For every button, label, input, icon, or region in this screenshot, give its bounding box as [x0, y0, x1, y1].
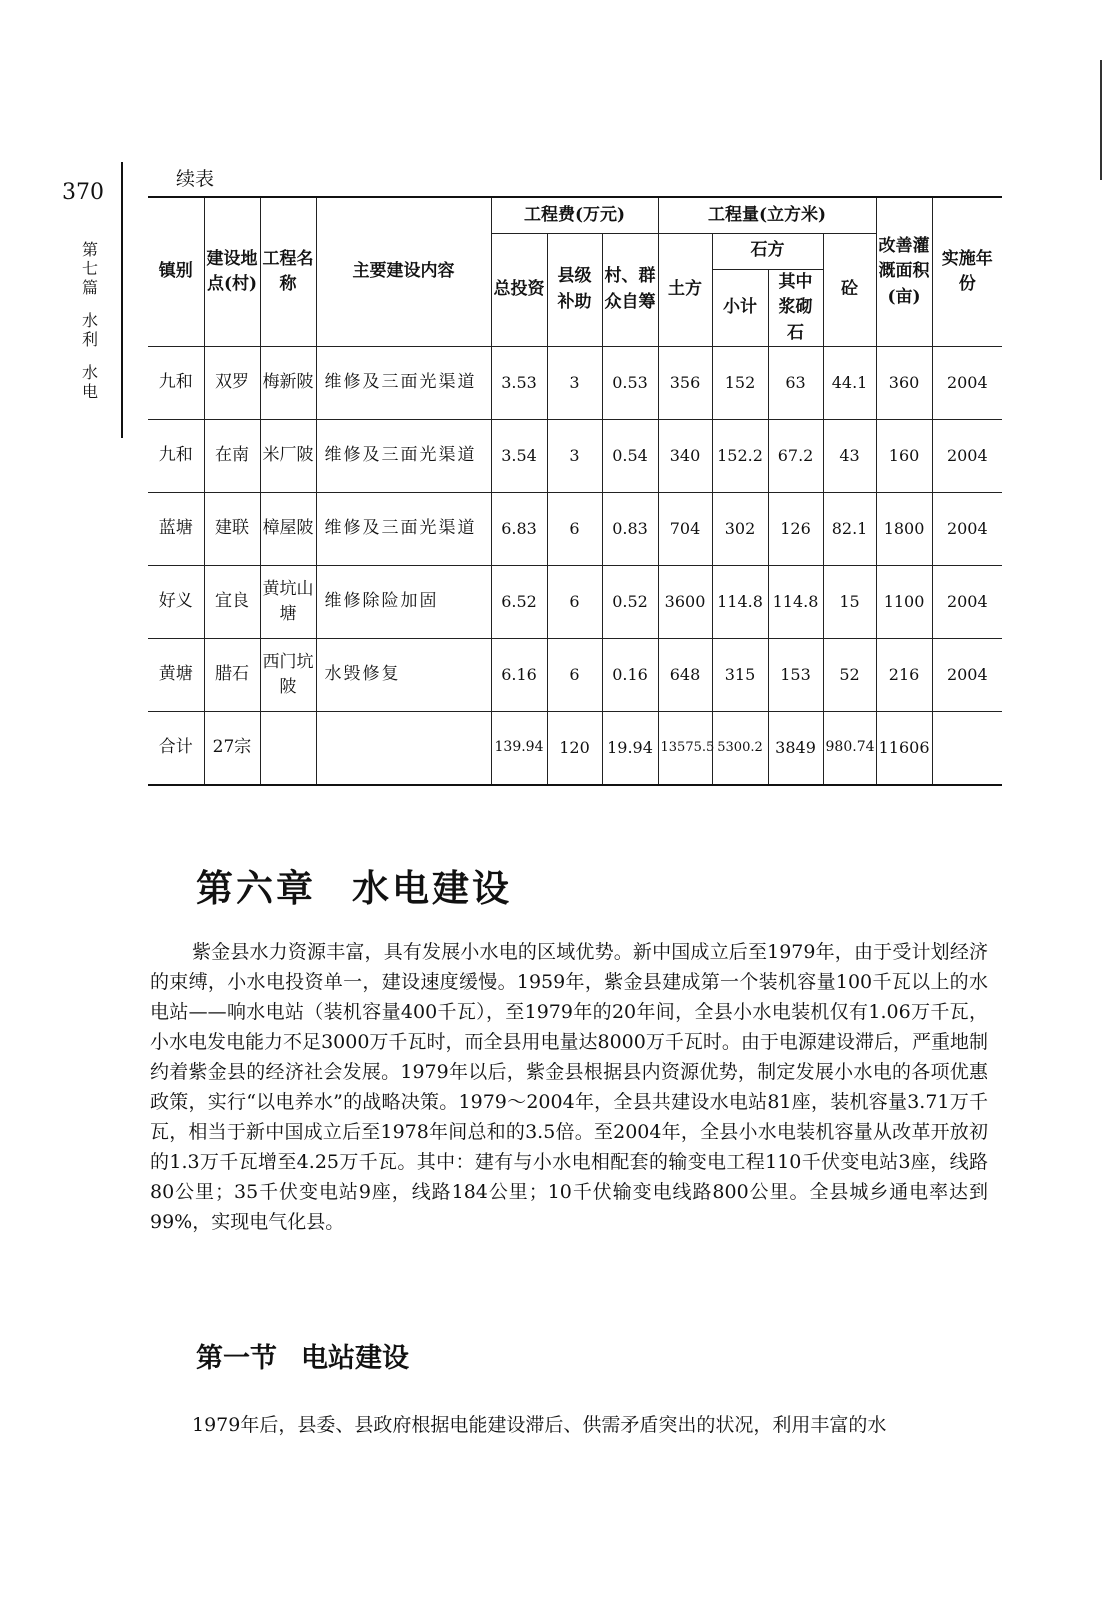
- cell-location: 腊石: [204, 639, 260, 712]
- cell-location: 27宗: [204, 712, 260, 785]
- cell-location: 建联: [204, 493, 260, 566]
- chapter-intro-paragraph: 紫金县水力资源丰富，具有发展小水电的区域优势。新中国成立后至1979年，由于受计划经济的束缚，小水电投资单一，建设速度缓慢。1959年，紫金县建成第一个装机容量100千瓦以上的水电站——响水电站（装机容量400千瓦），至1979年的20年间，全县小水电装机仅有1.06万千瓦，小水电发电能力不足3000万千瓦时，而全县用电量达8000万千瓦时。由于电源建设滞后，严重地制约着紫金县的经济社会发展。1979年以后，紫金县根据县内资源优势，制定发展小水电的各项优惠政策，实行“以电养水”的战略决策。1979～2004年，全县共建设水电站81座，装机容量3.71万千瓦，相当于新中国成立后至1978年间总和的3.5倍。至2004年，全县小水电装机容量从改革开放初的1.3万千瓦增至4.25万千瓦。其中：建有与小水电相配套的输变电工程110千伏变电站3座，线路80公里；35千伏变电站9座，线路184公里；10千伏输变电线路800公里。全县城乡通电率达到99%，实现电气化县。: [150, 941, 988, 1233]
- header-content: 主要建设内容: [316, 197, 491, 347]
- side-label-hydropower: 水电: [81, 363, 98, 401]
- cell-area: 216: [876, 639, 932, 712]
- cell-stone: 302: [712, 493, 768, 566]
- cell-masonry: 126: [768, 493, 823, 566]
- cell-project: 西门坑陂: [260, 639, 316, 712]
- header-cost-group: 工程费(万元): [491, 197, 658, 233]
- table-row: [148, 420, 1002, 493]
- cell-masonry: 114.8: [768, 566, 823, 639]
- cell-area: 1100: [876, 566, 932, 639]
- cell-town: 蓝塘: [148, 493, 204, 566]
- cell-village: 0.52: [602, 566, 658, 639]
- header-earth: 土方: [658, 233, 712, 347]
- cell-concrete: 44.1: [823, 347, 876, 420]
- section-title: [196, 1336, 409, 1375]
- cell-village: 0.16: [602, 639, 658, 712]
- cell-county: 3: [547, 420, 602, 493]
- cell-earth: 356: [658, 347, 712, 420]
- cell-concrete: 52: [823, 639, 876, 712]
- cell-total: 6.83: [491, 493, 547, 566]
- header-cost-county: 县级补助: [547, 233, 602, 347]
- cell-masonry: 67.2: [768, 420, 823, 493]
- header-location: 建设地点(村): [204, 197, 260, 347]
- cell-stone: 152.2: [712, 420, 768, 493]
- cell-area: 1800: [876, 493, 932, 566]
- cell-county: 3: [547, 347, 602, 420]
- cell-total: 6.52: [491, 566, 547, 639]
- cell-content: [316, 712, 491, 785]
- cell-area: 11606: [876, 712, 932, 785]
- cell-county: 6: [547, 566, 602, 639]
- cell-project: 黄坑山塘: [260, 566, 316, 639]
- cell-content: 维修及三面光渠道: [316, 493, 491, 566]
- cell-concrete: 15: [823, 566, 876, 639]
- cell-village: 0.53: [602, 347, 658, 420]
- cell-location: 在南: [204, 420, 260, 493]
- cell-earth: 3600: [658, 566, 712, 639]
- table-caption: 续表: [176, 168, 215, 190]
- header-town: 镇别: [148, 197, 204, 347]
- cell-county: 6: [547, 493, 602, 566]
- cell-earth: 648: [658, 639, 712, 712]
- header-concrete: 砼: [823, 233, 876, 347]
- header-cost-village: 村、群众自筹: [602, 233, 658, 347]
- cell-total: 3.54: [491, 420, 547, 493]
- cell-year: [932, 712, 1002, 785]
- cell-content: 维修及三面光渠道: [316, 420, 491, 493]
- header-volume-group: 工程量(立方米): [658, 197, 876, 233]
- margin-rule: [121, 162, 123, 438]
- cell-village: 19.94: [602, 712, 658, 785]
- cell-stone: 114.8: [712, 566, 768, 639]
- cell-earth: 13575.5: [658, 712, 712, 785]
- cell-town: 黄塘: [148, 639, 204, 712]
- cell-year: 2004: [932, 493, 1002, 566]
- cell-town: 九和: [148, 420, 204, 493]
- cell-stone: 315: [712, 639, 768, 712]
- cell-location: 双罗: [204, 347, 260, 420]
- section-name: 电站建设: [301, 1343, 409, 1374]
- header-irrigation-area: 改善灌溉面积(亩): [876, 197, 932, 347]
- binding-edge: [1100, 60, 1102, 180]
- cell-masonry: 3849: [768, 712, 823, 785]
- header-stone-subtotal: 小计: [712, 269, 768, 347]
- header-stone-group: 石方: [712, 233, 823, 269]
- cell-total: 139.94: [491, 712, 547, 785]
- cell-village: 0.54: [602, 420, 658, 493]
- cell-town: 合计: [148, 712, 204, 785]
- section-paragraph: 1979年后，县委、县政府根据电能建设滞后、供需矛盾突出的状况，利用丰富的水: [192, 1414, 887, 1436]
- cell-total: 6.16: [491, 639, 547, 712]
- cell-earth: 704: [658, 493, 712, 566]
- cell-year: 2004: [932, 566, 1002, 639]
- cell-county: 120: [547, 712, 602, 785]
- cell-project: 樟屋陂: [260, 493, 316, 566]
- header-stone-masonry: 其中浆砌石: [768, 269, 823, 347]
- table-row: [148, 566, 1002, 639]
- cell-concrete: 43: [823, 420, 876, 493]
- cell-masonry: 153: [768, 639, 823, 712]
- cell-content: 水毁修复: [316, 639, 491, 712]
- cell-area: 360: [876, 347, 932, 420]
- cell-county: 6: [547, 639, 602, 712]
- table-row: [148, 493, 1002, 566]
- cell-content: 维修及三面光渠道: [316, 347, 491, 420]
- header-year: 实施年份: [932, 197, 1002, 347]
- side-part-label: 第七篇: [81, 240, 98, 297]
- cell-town: 九和: [148, 347, 204, 420]
- irrigation-projects-table: [148, 196, 1002, 786]
- cell-project: [260, 712, 316, 785]
- cell-masonry: 63: [768, 347, 823, 420]
- chapter-number: 第六章: [196, 866, 316, 910]
- cell-town: 好义: [148, 566, 204, 639]
- cell-location: 宜良: [204, 566, 260, 639]
- cell-year: 2004: [932, 347, 1002, 420]
- cell-year: 2004: [932, 639, 1002, 712]
- chapter-name: 水电建设: [352, 866, 512, 910]
- header-project: 工程名称: [260, 197, 316, 347]
- cell-year: 2004: [932, 420, 1002, 493]
- side-section-label: [79, 240, 101, 401]
- table-total-row: [148, 712, 1002, 785]
- header-cost-total: 总投资: [491, 233, 547, 347]
- cell-project: 米厂陂: [260, 420, 316, 493]
- cell-area: 160: [876, 420, 932, 493]
- cell-stone: 152: [712, 347, 768, 420]
- page-number: 370: [62, 180, 104, 205]
- cell-stone: 5300.2: [712, 712, 768, 785]
- cell-content: 维修除险加固: [316, 566, 491, 639]
- table-row: [148, 639, 1002, 712]
- cell-total: 3.53: [491, 347, 547, 420]
- cell-concrete: 980.74: [823, 712, 876, 785]
- section-number: 第一节: [196, 1343, 277, 1374]
- chapter-title: [196, 858, 512, 912]
- cell-village: 0.83: [602, 493, 658, 566]
- cell-earth: 340: [658, 420, 712, 493]
- side-label-water-conservancy: 水利: [81, 311, 98, 349]
- cell-project: 梅新陂: [260, 347, 316, 420]
- cell-concrete: 82.1: [823, 493, 876, 566]
- table-row: [148, 347, 1002, 420]
